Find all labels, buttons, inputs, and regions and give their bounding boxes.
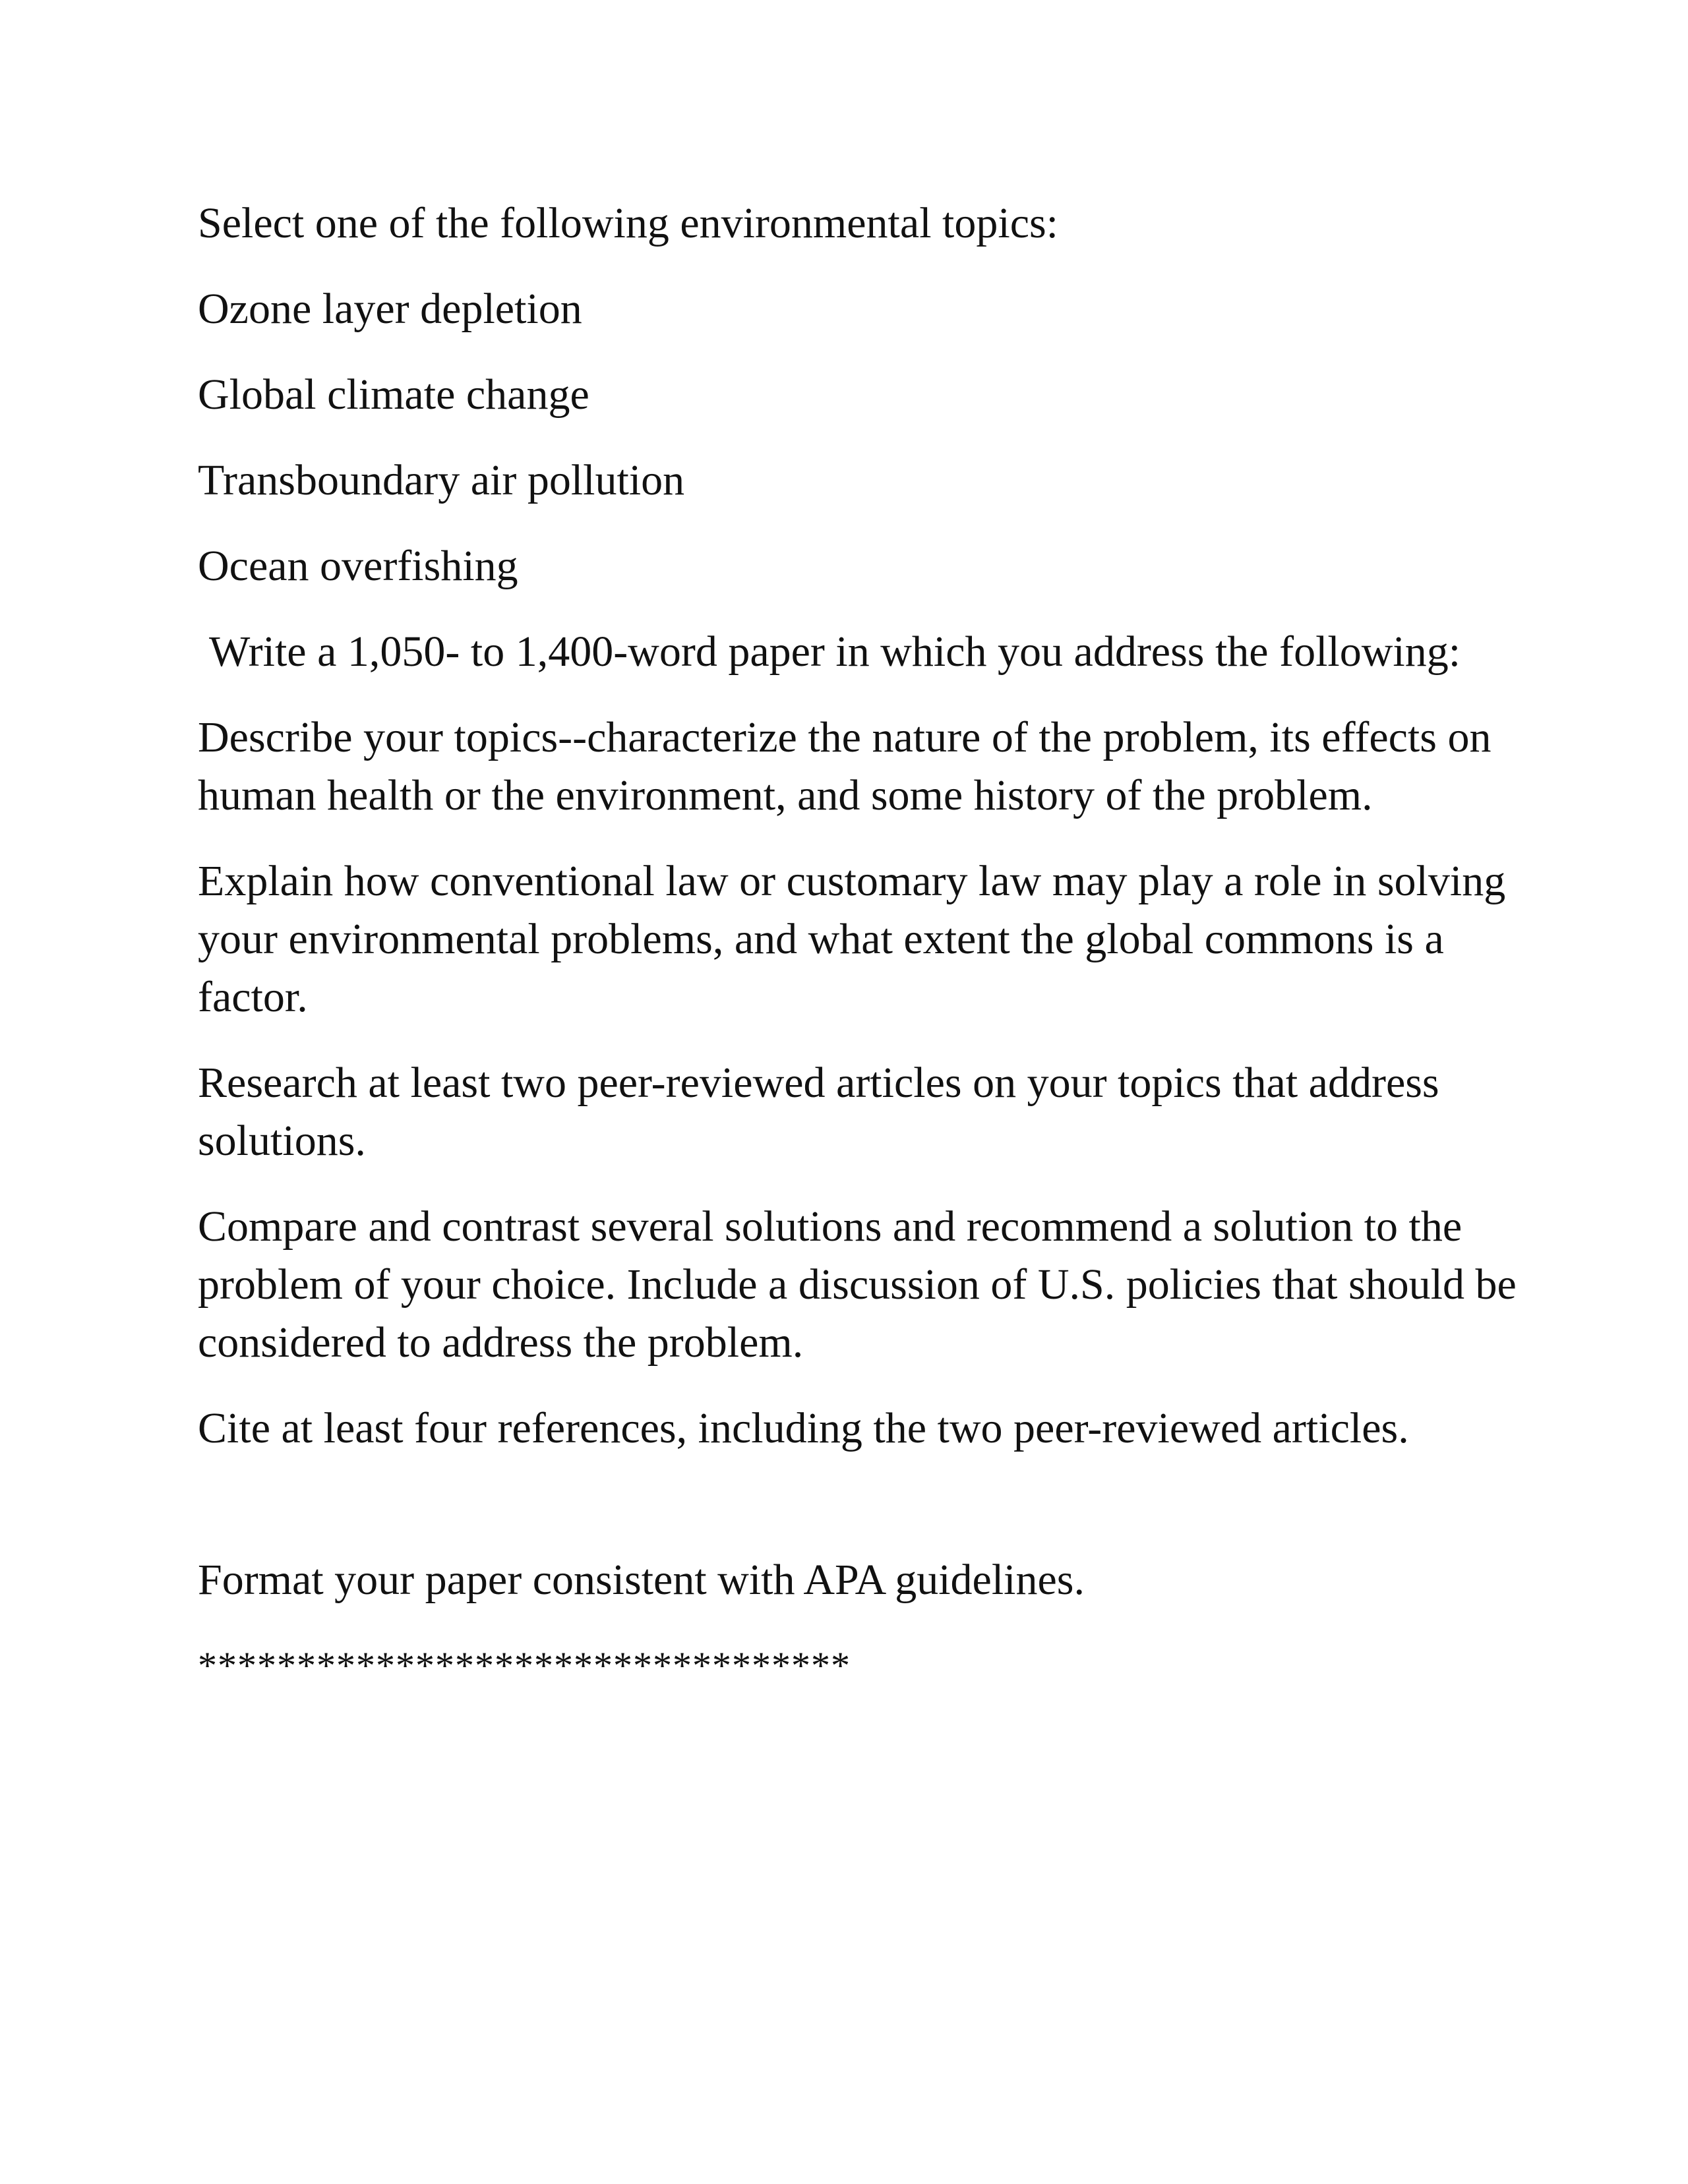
requirement-describe: Describe your topics--characterize the nature of the problem, its effects on human health or the environment, and some history of the problem. <box>198 713 1492 819</box>
intro-line: Select one of the following environmental topics: <box>198 199 1059 247</box>
document-body <box>198 194 1517 1695</box>
separator-line: ********************************* <box>198 1644 851 1687</box>
format-note: Format your paper consistent with APA guidelines. <box>198 1556 1085 1604</box>
requirement-compare: Compare and contrast several solutions and recommend a solution to the problem of your choice. Include a discussion of U.S. policies that should be considered to address the problem. <box>198 1202 1517 1367</box>
instruction-line: Write a 1,050- to 1,400-word paper in which you address the following: <box>209 628 1461 676</box>
requirement-cite: Cite at least four references, including the two peer-reviewed articles. <box>198 1404 1409 1452</box>
requirement-explain: Explain how conventional law or customary law may play a role in solving your environmental problems, and what extent the global commons is a factor. <box>198 857 1506 1021</box>
topic-ozone: Ozone layer depletion <box>198 285 582 333</box>
topic-air-pollution: Transboundary air pollution <box>198 456 685 504</box>
blank-spacer <box>198 1485 1517 1551</box>
topic-overfishing: Ocean overfishing <box>198 542 518 590</box>
topic-climate: Global climate change <box>198 370 589 419</box>
requirement-research: Research at least two peer-reviewed articles on your topics that address solutions. <box>198 1059 1439 1165</box>
